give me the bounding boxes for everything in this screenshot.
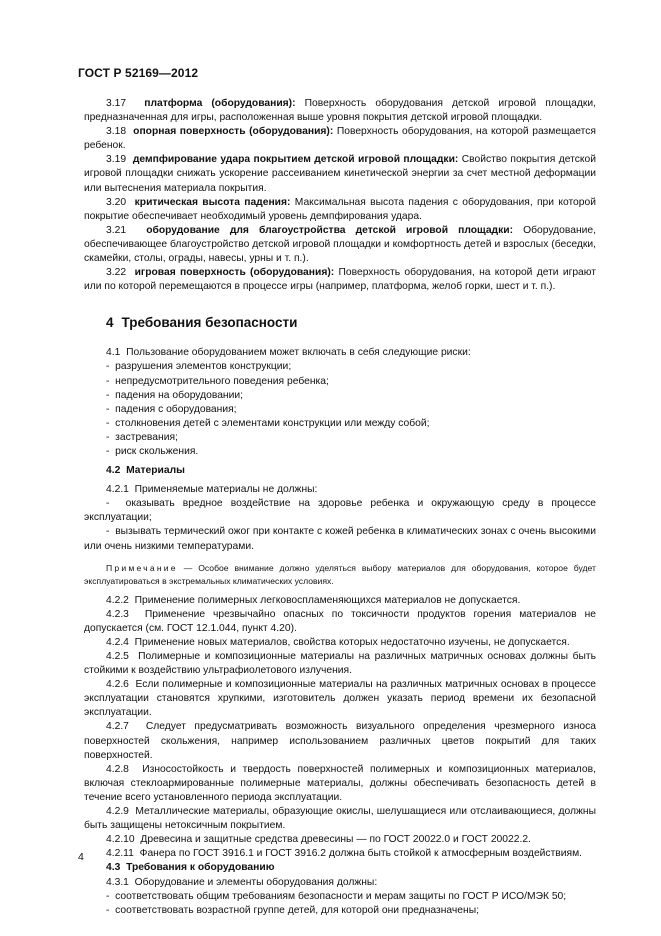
equipment-requirement-item: - соответствовать общим требованиям безопасности и мерам защиты по ГОСТ Р ИСО/МЭК 50;	[84, 890, 596, 904]
risk-item: - падения на оборудовании;	[84, 389, 596, 403]
clause-4-2-10: 4.2.10 Древесина и защитные средства древесины — по ГОСТ 20022.0 и ГОСТ 20022.2.	[106, 834, 531, 846]
page-header: ГОСТ Р 52169—2012	[78, 66, 199, 80]
clause-4-2-1: 4.2.1 Применяемые материалы не должны:	[106, 484, 318, 496]
term-3-22: 3.22 игровая поверхность (оборудования): Поверхность оборудования, на которой дети играют или по которой перемещаются в процессе игры (например, платформа, желоб горки, шест и т. п.).	[84, 267, 596, 293]
risk-item: - застревания;	[84, 431, 596, 445]
equipment-requirement-item: - соответствовать возрастной группе детей, для которой они предназначены;	[84, 904, 596, 918]
term-3-18: 3.18 опорная поверхность (оборудования): Поверхность оборудования, на которой размещается ребенок.	[84, 126, 596, 152]
clause-4-3-1: 4.3.1 Оборудование и элементы оборудования должны:	[106, 876, 378, 888]
risk-item: - разрушения элементов конструкции;	[84, 360, 596, 374]
clause-4-2-5: 4.2.5 Полимерные и композиционные материалы на различных матричных основах должны быть стойкими к воздействию ультрафиолетового излучения.	[84, 651, 596, 677]
subsection-heading-4-3: 4.3 Требования к оборудованию	[106, 862, 275, 874]
material-requirement-item: - вызывать термический ожог при контакте с кожей ребенка в климатических зонах с очень высокими или очень низкими температурами.	[84, 525, 596, 553]
clause-4-2-4: 4.2.4 Применение новых материалов, свойства которых недостаточно изучены, не допускается.	[106, 636, 570, 648]
clause-4-2-9: 4.2.9 Металлические материалы, образующие окислы, шелушащиеся или отслаивающиеся, должны быть защищены нетоксичным покрытием.	[84, 806, 596, 832]
page-number: 4	[78, 851, 84, 863]
term-3-19: 3.19 демпфирование удара покрытием детской игровой площадки: Свойство покрытия детской игровой площадки снижать ускорение рассеиванием кинетической энергии за счет местной деформации или вытеснения материала покрытия.	[84, 154, 596, 194]
clause-4-2-3: 4.2.3 Применение чрезвычайно опасных по токсичности продуктов горения материалов не допускается (см. ГОСТ 12.1.044, пункт 4.20).	[84, 608, 596, 634]
risk-item: - падения с оборудования;	[84, 403, 596, 417]
risk-item: - риск скольжения.	[84, 445, 596, 459]
risk-item: - столкновения детей с элементами конструкции или между собой;	[84, 417, 596, 431]
term-3-17: 3.17 платформа (оборудования): Поверхность оборудования детской игровой площадки, предназначенная для игры, расположенная выше уровня покрытия детской игровой площадки.	[84, 98, 596, 124]
clause-4-2-11: 4.2.11 Фанера по ГОСТ 3916.1 и ГОСТ 3916.2 должна быть стойкой к атмосферным воздействиям.	[106, 848, 583, 860]
note: Примечание — Особое внимание должно уделяться выбору материалов для оборудования, которое будет эксплуатироваться в экстремальных климатических условиях.	[84, 562, 596, 586]
clause-4-1: 4.1 Пользование оборудованием может включать в себя следующие риски:	[106, 347, 471, 359]
clause-4-2-7: 4.2.7 Следует предусматривать возможность визуального определения чрезмерного износа поверхностей скольжения, например использованием различных цветов покрытий для таких поверхностей.	[84, 721, 596, 761]
material-requirement-item: - оказывать вредное воздействие на здоровье ребенка и окружающую среду в процессе эксплуатации;	[84, 497, 596, 525]
section-heading-4: 4 Требования безопасности	[106, 315, 298, 331]
clause-4-2-2: 4.2.2 Применение полимерных легковоспламеняющихся материалов не допускается.	[106, 594, 521, 606]
page-content	[84, 97, 596, 918]
term-3-20: 3.20 критическая высота падения: Максимальная высота падения с оборудования, при которой покрытие обеспечивает необходимый уровень демпфирования удара.	[84, 196, 596, 222]
clause-4-2-8: 4.2.8 Износостойкость и твердость поверхностей полимерных и композиционных материалов, включая стеклоармированные полимерные материалы, должны обеспечивать безопасность детей в течение всего установленного периода эксплуатации.	[84, 763, 596, 803]
term-3-21: 3.21 оборудование для благоустройства детской игровой площадки: Оборудование, обеспечивающее благоустройство детской игровой площадки и комфортность детей и взрослых (беседки, скамейки, столы, ограды, навесы, урны и т. п.).	[84, 224, 596, 265]
subsection-heading-4-2: 4.2 Материалы	[106, 465, 185, 477]
risk-item: - непредусмотрительного поведения ребенка;	[84, 375, 596, 389]
clause-4-2-6: 4.2.6 Если полимерные и композиционные материалы на различных матричных основах в процессе эксплуатации становятся хрупкими, изготовитель должен указать период времени их безопасной эксплуатации.	[84, 679, 596, 719]
